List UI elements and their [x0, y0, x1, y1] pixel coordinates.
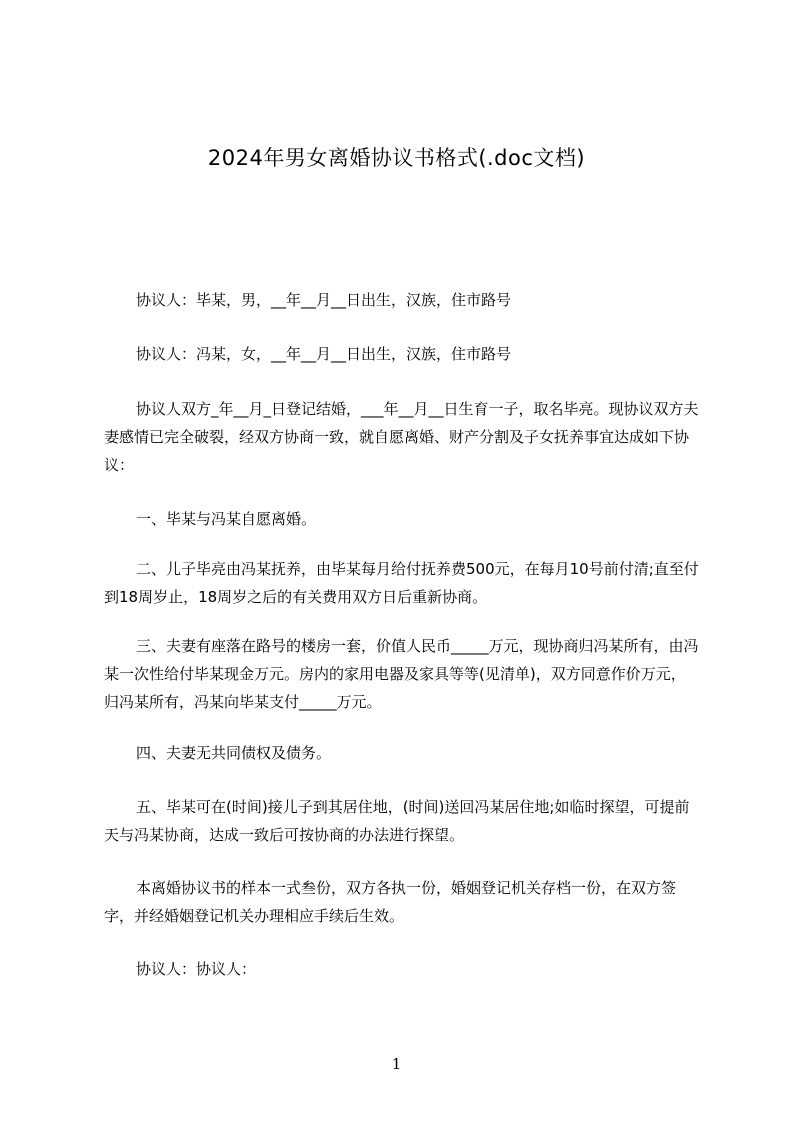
page-number: 1 [391, 1055, 402, 1073]
paragraph-clause-1: 一、毕某与冯某自愿离婚。 [136, 510, 317, 528]
paragraph-clause-3: 三、夫妻有座落在路号的楼房一套，价值人民币_____万元，现协商归冯某所有，由冯某一次性给付毕某现金万元。房内的家用电器及家具等等(见清单)，双方同意作价万元，归冯某所有，冯某向毕某支付_____万元。 [104, 637, 699, 711]
paragraph-signatures: 协议人：协议人： [136, 960, 257, 978]
paragraph-party-2: 协议人：冯某，女，__年__月__日出生，汉族，住市路号 [136, 345, 512, 363]
document-title: 2024年男女离婚协议书格式(.doc文档) [207, 146, 586, 170]
paragraph-clause-5: 五、毕某可在(时间)接儿子到其居住地，(时间)送回冯某居住地;如临时探望，可提前天与冯某协商，达成一致后可按协商的办法进行探望。 [104, 798, 690, 844]
paragraph-effect: 本离婚协议书的样本一式叁份，双方各执一份，婚姻登记机关存档一份，在双方签字，并经婚姻登记机关办理相应手续后生效。 [104, 879, 677, 925]
paragraph-clause-4: 四、夫妻无共同债权及债务。 [136, 744, 332, 762]
paragraph-clause-2: 二、儿子毕亮由冯某抚养，由毕某每月给付抚养费500元，在每月10号前付清;直至付到18周岁止，18周岁之后的有关费用双方日后重新协商。 [104, 560, 699, 606]
paragraph-party-1: 协议人：毕某，男，__年__月__日出生，汉族，住市路号 [136, 291, 512, 309]
paragraph-preamble: 协议人双方_年__月_日登记结婚，___年__月__日生育一子，取名毕亮。现协议双方夫妻感情已完全破裂，经双方协商一致，就自愿离婚、财产分割及子女抚养事宜达成如下协议： [104, 400, 699, 474]
